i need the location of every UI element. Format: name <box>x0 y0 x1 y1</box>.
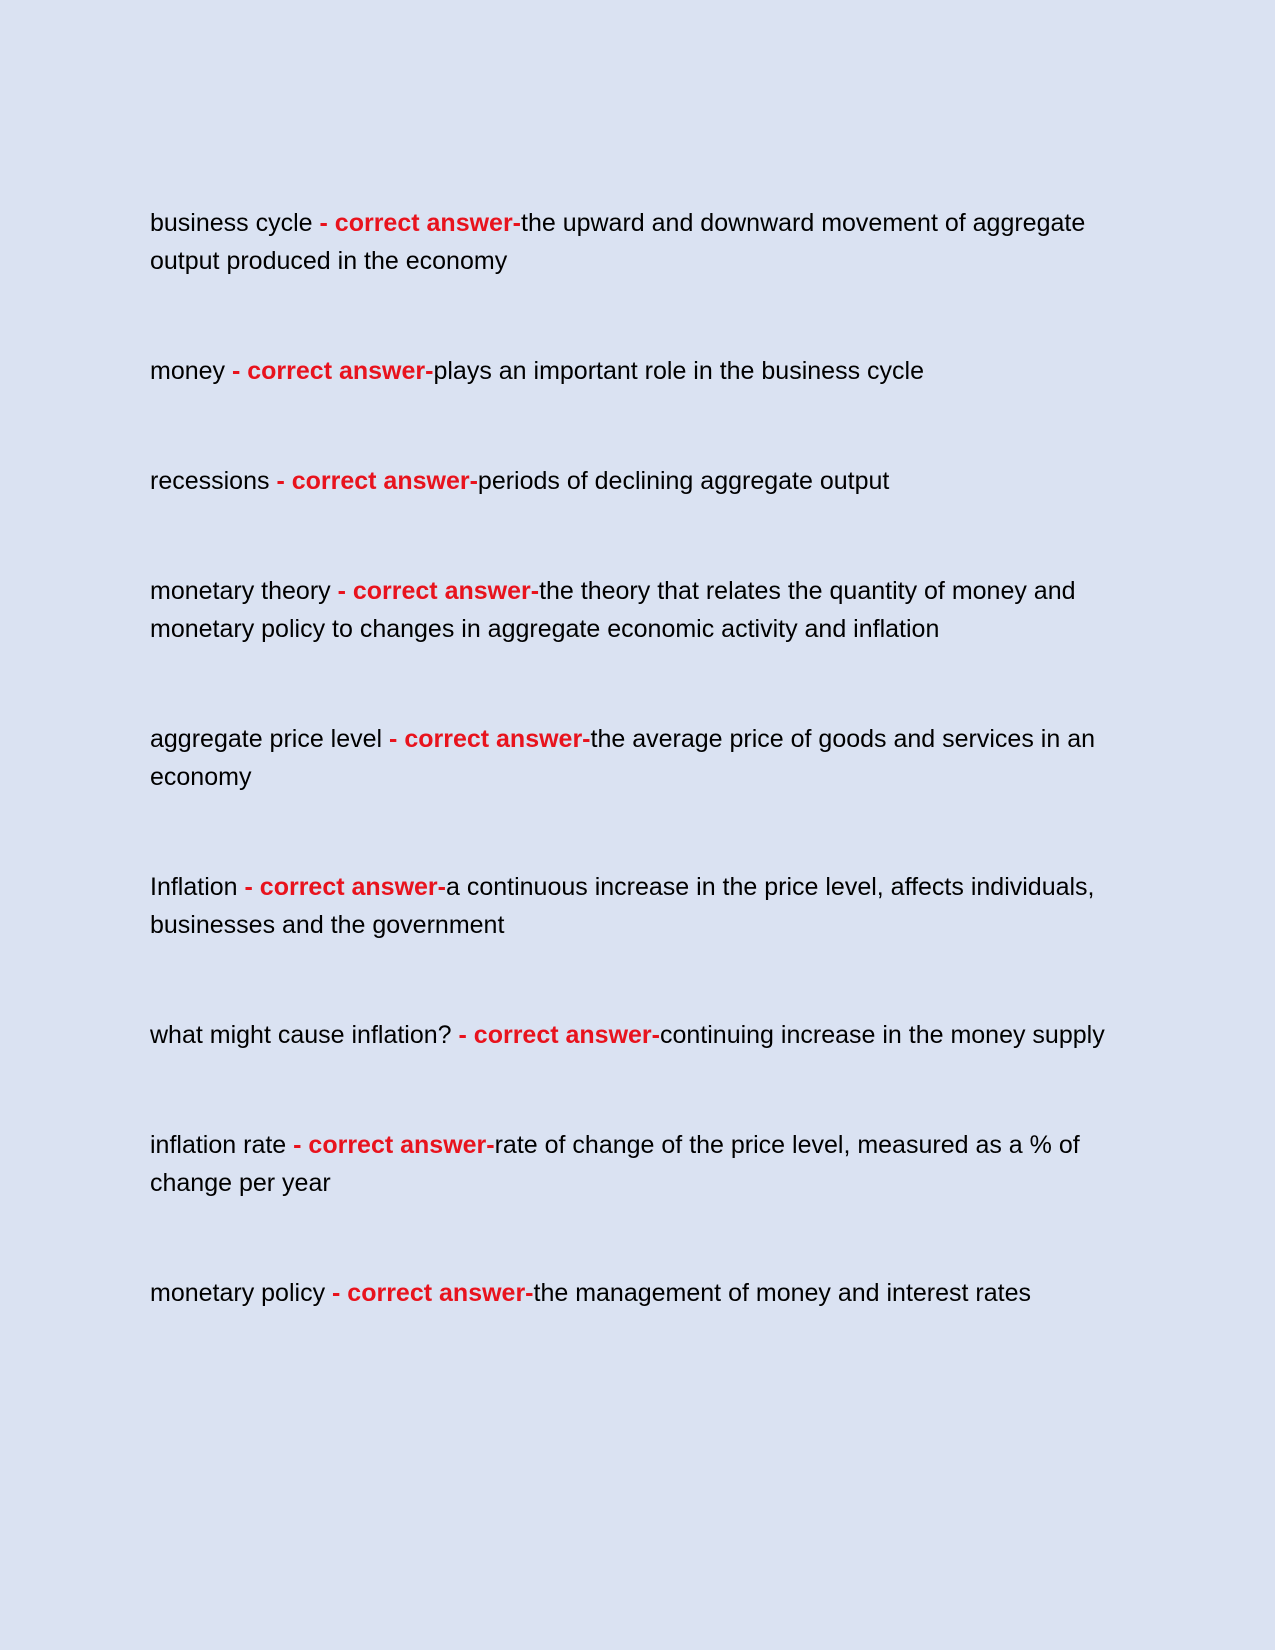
entry-definition: rate of change of the price level, measured as a % of change per year <box>150 1131 1080 1197</box>
entry-term: monetary policy <box>150 1279 333 1307</box>
correct-answer-marker: - correct answer- <box>389 725 591 753</box>
entry-term: monetary theory <box>150 577 338 605</box>
correct-answer-marker: - correct answer- <box>231 357 434 385</box>
entry-definition: plays an important role in the business cycle <box>433 357 924 385</box>
flashcard-entry <box>150 462 1110 500</box>
entry-definition: the theory that relates the quantity of money and monetary policy to changes in aggregate economic activity and inflation <box>150 577 1076 643</box>
flashcard-entry <box>150 352 1110 390</box>
correct-answer-marker: - correct answer- <box>337 577 540 605</box>
flashcard-entry <box>150 720 1110 796</box>
correct-answer-marker: - correct answer- <box>319 209 521 237</box>
entry-term: inflation rate <box>150 1131 294 1159</box>
entry-term: business cycle <box>150 209 320 237</box>
entry-definition: periods of declining aggregate output <box>477 467 890 495</box>
flashcard-entry <box>150 204 1110 280</box>
correct-answer-marker: - correct answer- <box>332 1279 534 1307</box>
entry-definition: the average price of goods and services in an economy <box>150 725 1095 791</box>
flashcard-entry <box>150 1274 1110 1312</box>
correct-answer-marker: - correct answer- <box>276 467 478 495</box>
entry-definition: the management of money and interest rates <box>533 1279 1032 1307</box>
correct-answer-marker: - correct answer- <box>244 873 446 901</box>
entry-definition: a continuous increase in the price level, affects individuals, businesses and the government <box>150 873 1095 939</box>
correct-answer-marker: - correct answer- <box>293 1131 495 1159</box>
correct-answer-marker: - correct answer- <box>458 1021 660 1049</box>
entry-term: money <box>150 357 232 385</box>
entry-definition: the upward and downward movement of aggregate output produced in the economy <box>150 209 1086 275</box>
entry-term: recessions <box>150 467 277 495</box>
flashcard-entry <box>150 868 1110 944</box>
entry-term: aggregate price level <box>150 725 390 753</box>
entry-term: what might cause inflation? <box>150 1021 459 1049</box>
flashcard-list <box>150 204 1110 1384</box>
entry-definition: continuing increase in the money supply <box>659 1021 1105 1049</box>
flashcard-entry <box>150 1016 1110 1054</box>
flashcard-entry <box>150 572 1110 648</box>
entry-term: Inflation <box>150 873 245 901</box>
flashcard-entry <box>150 1126 1110 1202</box>
